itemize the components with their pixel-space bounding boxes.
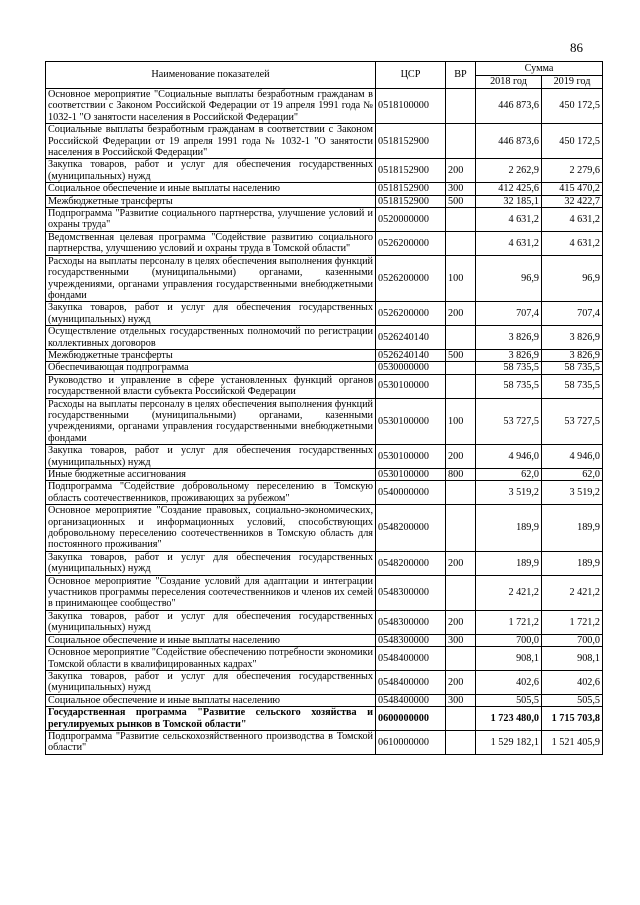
table-row xyxy=(46,575,603,610)
table-row xyxy=(46,707,603,731)
row-csr: 0548300000 xyxy=(376,610,446,634)
row-vr: 200 xyxy=(446,670,476,694)
row-name: Подпрограмма "Развитие сельскохозяйственного производства в Томской области" xyxy=(46,730,376,754)
row-amount-2018: 58 735,5 xyxy=(476,362,542,374)
row-name: Закупка товаров, работ и услуг для обеспечения государственных (муниципальных) нужд xyxy=(46,670,376,694)
row-vr xyxy=(446,89,476,124)
row-amount-2019: 505,5 xyxy=(542,694,603,706)
row-amount-2019: 4 631,2 xyxy=(542,208,603,232)
row-csr: 0548300000 xyxy=(376,575,446,610)
row-amount-2018: 1 721,2 xyxy=(476,610,542,634)
row-name: Расходы на выплаты персоналу в целях обеспечения выполнения функций государственными (муниципальными) органами, казенными учреждениями, органами управления государственными внебюджетными фондами xyxy=(46,398,376,445)
row-csr: 0518152900 xyxy=(376,183,446,195)
row-amount-2019: 1 521 405,9 xyxy=(542,730,603,754)
row-amount-2019: 415 470,2 xyxy=(542,183,603,195)
row-name: Основное мероприятие "Содействие обеспечению потребности экономики Томской области в квалифицированных кадрах" xyxy=(46,647,376,671)
row-csr: 0526200000 xyxy=(376,302,446,326)
row-amount-2018: 3 826,9 xyxy=(476,326,542,350)
row-amount-2019: 62,0 xyxy=(542,469,603,481)
table-header xyxy=(46,62,603,89)
row-csr: 0518152900 xyxy=(376,124,446,159)
row-csr: 0600000000 xyxy=(376,707,446,731)
row-vr: 200 xyxy=(446,610,476,634)
table-row xyxy=(46,183,603,195)
row-vr: 200 xyxy=(446,551,476,575)
row-name: Закупка товаров, работ и услуг для обеспечения государственных (муниципальных) нужд xyxy=(46,302,376,326)
row-csr: 0526240140 xyxy=(376,349,446,361)
row-name: Иные бюджетные ассигнования xyxy=(46,469,376,481)
row-amount-2019: 402,6 xyxy=(542,670,603,694)
row-name: Социальные выплаты безработным гражданам в соответствии с Законом Российской Федерации от 19 апреля 1991 года № 1032-1 "О занятости населения в Российской Федерации" xyxy=(46,124,376,159)
table-row xyxy=(46,610,603,634)
table-row xyxy=(46,730,603,754)
row-amount-2018: 4 631,2 xyxy=(476,231,542,255)
row-vr: 200 xyxy=(446,445,476,469)
row-amount-2019: 58 735,5 xyxy=(542,362,603,374)
table-row xyxy=(46,159,603,183)
row-amount-2018: 2 421,2 xyxy=(476,575,542,610)
row-csr: 0530100000 xyxy=(376,445,446,469)
row-vr: 800 xyxy=(446,469,476,481)
row-vr: 300 xyxy=(446,634,476,646)
table-row xyxy=(46,551,603,575)
row-amount-2018: 4 631,2 xyxy=(476,208,542,232)
row-vr xyxy=(446,374,476,398)
table-row xyxy=(46,255,603,302)
row-vr xyxy=(446,575,476,610)
row-amount-2019: 4 631,2 xyxy=(542,231,603,255)
header-year-2018: 2018 год xyxy=(476,75,542,89)
row-name: Обеспечивающая подпрограмма xyxy=(46,362,376,374)
row-vr: 100 xyxy=(446,255,476,302)
table-body xyxy=(46,89,603,755)
row-vr: 100 xyxy=(446,398,476,445)
row-amount-2018: 402,6 xyxy=(476,670,542,694)
table-row xyxy=(46,670,603,694)
row-name: Основное мероприятие "Создание условий для адаптации и интеграции участников программы переселения соотечественников и членов их семей в принимающее сообщество" xyxy=(46,575,376,610)
table-row xyxy=(46,326,603,350)
row-vr xyxy=(446,647,476,671)
row-csr: 0526200000 xyxy=(376,255,446,302)
row-vr xyxy=(446,124,476,159)
header-year-2019: 2019 год xyxy=(542,75,603,89)
table-row xyxy=(46,505,603,552)
table-row xyxy=(46,398,603,445)
row-name: Подпрограмма "Содействие добровольному переселению в Томскую область соотечественников, проживающих за рубежом" xyxy=(46,481,376,505)
row-vr: 500 xyxy=(446,349,476,361)
row-name: Социальное обеспечение и иные выплаты населению xyxy=(46,634,376,646)
row-amount-2019: 1 715 703,8 xyxy=(542,707,603,731)
row-csr: 0530100000 xyxy=(376,374,446,398)
table-row xyxy=(46,89,603,124)
row-csr: 0610000000 xyxy=(376,730,446,754)
table-row xyxy=(46,647,603,671)
row-csr: 0520000000 xyxy=(376,208,446,232)
row-amount-2019: 4 946,0 xyxy=(542,445,603,469)
row-csr: 0526200000 xyxy=(376,231,446,255)
row-name: Основное мероприятие "Создание правовых, социально-экономических, организационных и информационных условий, способствующих добровольному переселению соотечественников в Томскую область для постоянного проживания" xyxy=(46,505,376,552)
row-name: Социальное обеспечение и иные выплаты населению xyxy=(46,183,376,195)
row-amount-2018: 53 727,5 xyxy=(476,398,542,445)
row-vr: 200 xyxy=(446,302,476,326)
row-name: Расходы на выплаты персоналу в целях обеспечения выполнения функций государственными (муниципальными) органами, казенными учреждениями, органами управления государственными внебюджетными фондами xyxy=(46,255,376,302)
row-amount-2018: 446 873,6 xyxy=(476,124,542,159)
table-row xyxy=(46,445,603,469)
row-name: Закупка товаров, работ и услуг для обеспечения государственных (муниципальных) нужд xyxy=(46,159,376,183)
row-csr: 0548400000 xyxy=(376,670,446,694)
row-csr: 0518152900 xyxy=(376,195,446,207)
row-amount-2018: 62,0 xyxy=(476,469,542,481)
row-name: Закупка товаров, работ и услуг для обеспечения государственных (муниципальных) нужд xyxy=(46,551,376,575)
row-amount-2018: 4 946,0 xyxy=(476,445,542,469)
row-vr: 500 xyxy=(446,195,476,207)
row-name: Закупка товаров, работ и услуг для обеспечения государственных (муниципальных) нужд xyxy=(46,445,376,469)
row-amount-2019: 189,9 xyxy=(542,505,603,552)
budget-table xyxy=(45,61,603,755)
row-csr: 0548400000 xyxy=(376,647,446,671)
table-row xyxy=(46,231,603,255)
row-amount-2019: 450 172,5 xyxy=(542,89,603,124)
header-vr: ВР xyxy=(446,62,476,89)
row-vr xyxy=(446,208,476,232)
row-csr: 0548300000 xyxy=(376,634,446,646)
table-row xyxy=(46,634,603,646)
row-name: Основное мероприятие "Социальные выплаты безработным гражданам в соответствии с Законом Российской Федерации от 19 апреля 1991 года № 1032-1 "О занятости населения в Российской Федерации" xyxy=(46,89,376,124)
row-amount-2018: 446 873,6 xyxy=(476,89,542,124)
row-vr xyxy=(446,481,476,505)
row-amount-2019: 450 172,5 xyxy=(542,124,603,159)
row-vr xyxy=(446,707,476,731)
row-amount-2018: 2 262,9 xyxy=(476,159,542,183)
row-name: Ведомственная целевая программа "Содействие развитию социального партнерства, улучшению условий и охраны труда в Томской области" xyxy=(46,231,376,255)
row-amount-2018: 189,9 xyxy=(476,505,542,552)
row-name: Межбюджетные трансферты xyxy=(46,195,376,207)
row-vr xyxy=(446,505,476,552)
row-name: Руководство и управление в сфере установленных функций органов государственной власти субъекта Российской Федерации xyxy=(46,374,376,398)
row-vr: 300 xyxy=(446,183,476,195)
row-amount-2018: 1 529 182,1 xyxy=(476,730,542,754)
row-csr: 0540000000 xyxy=(376,481,446,505)
row-amount-2019: 707,4 xyxy=(542,302,603,326)
row-name: Государственная программа "Развитие сельского хозяйства и регулируемых рынков в Томской области" xyxy=(46,707,376,731)
row-amount-2019: 3 519,2 xyxy=(542,481,603,505)
row-amount-2018: 412 425,6 xyxy=(476,183,542,195)
row-amount-2019: 1 721,2 xyxy=(542,610,603,634)
row-name: Социальное обеспечение и иные выплаты населению xyxy=(46,694,376,706)
row-vr: 200 xyxy=(446,159,476,183)
row-csr: 0526240140 xyxy=(376,326,446,350)
header-sum: Сумма xyxy=(476,62,603,76)
row-amount-2019: 189,9 xyxy=(542,551,603,575)
row-name: Осуществление отдельных государственных полномочий по регистрации коллективных договоров xyxy=(46,326,376,350)
row-amount-2019: 2 279,6 xyxy=(542,159,603,183)
table-row xyxy=(46,302,603,326)
table-row xyxy=(46,469,603,481)
row-name: Межбюджетные трансферты xyxy=(46,349,376,361)
row-vr xyxy=(446,326,476,350)
table-row xyxy=(46,124,603,159)
row-amount-2018: 707,4 xyxy=(476,302,542,326)
row-name: Подпрограмма "Развитие социального партнерства, улучшение условий и охраны труда" xyxy=(46,208,376,232)
row-amount-2019: 3 826,9 xyxy=(542,326,603,350)
row-amount-2019: 700,0 xyxy=(542,634,603,646)
row-amount-2018: 1 723 480,0 xyxy=(476,707,542,731)
table-row xyxy=(46,694,603,706)
row-amount-2018: 908,1 xyxy=(476,647,542,671)
row-csr: 0530100000 xyxy=(376,398,446,445)
table-row xyxy=(46,374,603,398)
page-number: 86 xyxy=(570,40,583,55)
row-csr: 0548200000 xyxy=(376,551,446,575)
row-amount-2019: 58 735,5 xyxy=(542,374,603,398)
row-amount-2018: 58 735,5 xyxy=(476,374,542,398)
row-csr: 0548200000 xyxy=(376,505,446,552)
row-amount-2018: 505,5 xyxy=(476,694,542,706)
row-csr: 0518100000 xyxy=(376,89,446,124)
row-vr xyxy=(446,362,476,374)
table-row xyxy=(46,362,603,374)
row-amount-2019: 96,9 xyxy=(542,255,603,302)
row-csr: 0530000000 xyxy=(376,362,446,374)
row-amount-2019: 3 826,9 xyxy=(542,349,603,361)
row-amount-2018: 189,9 xyxy=(476,551,542,575)
row-csr: 0530100000 xyxy=(376,469,446,481)
row-csr: 0518152900 xyxy=(376,159,446,183)
header-name: Наименование показателей xyxy=(46,62,376,89)
table-row xyxy=(46,195,603,207)
row-csr: 0548400000 xyxy=(376,694,446,706)
table-row xyxy=(46,349,603,361)
row-name: Закупка товаров, работ и услуг для обеспечения государственных (муниципальных) нужд xyxy=(46,610,376,634)
row-vr xyxy=(446,231,476,255)
row-amount-2018: 96,9 xyxy=(476,255,542,302)
row-amount-2018: 32 185,1 xyxy=(476,195,542,207)
row-amount-2018: 3 826,9 xyxy=(476,349,542,361)
row-vr: 300 xyxy=(446,694,476,706)
row-amount-2019: 908,1 xyxy=(542,647,603,671)
table-row xyxy=(46,208,603,232)
table-row xyxy=(46,481,603,505)
row-amount-2019: 32 422,7 xyxy=(542,195,603,207)
row-amount-2019: 2 421,2 xyxy=(542,575,603,610)
row-amount-2019: 53 727,5 xyxy=(542,398,603,445)
header-csr: ЦСР xyxy=(376,62,446,89)
row-amount-2018: 3 519,2 xyxy=(476,481,542,505)
row-amount-2018: 700,0 xyxy=(476,634,542,646)
row-vr xyxy=(446,730,476,754)
